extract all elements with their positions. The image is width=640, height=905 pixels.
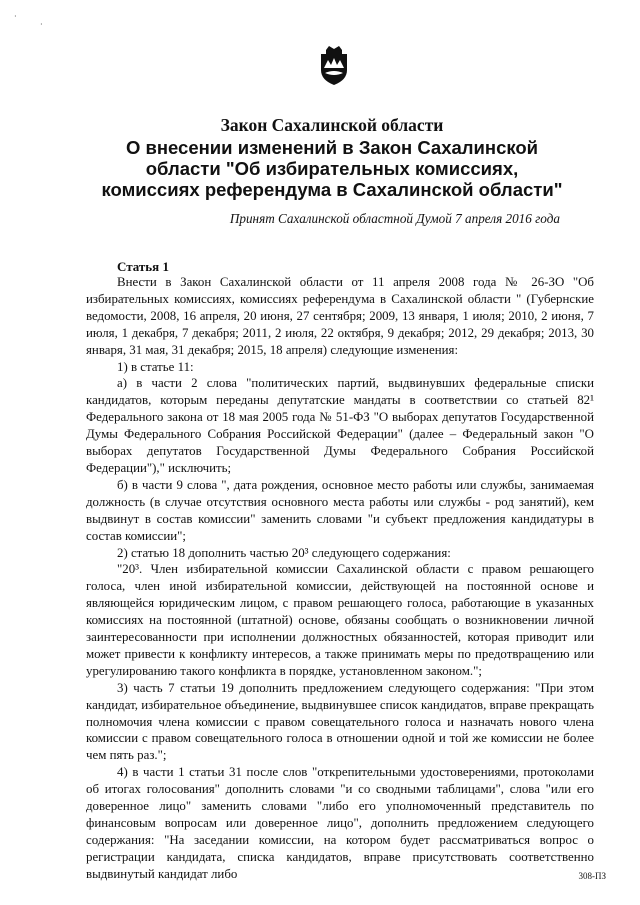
coat-of-arms-emblem [318,44,350,86]
document-code: 308-ПЗ [578,871,606,881]
adoption-note: Принят Сахалинской областной Думой 7 апреля 2016 года [229,211,560,226]
law-title: Закон Сахалинской области [220,115,444,135]
article-body [86,274,594,883]
article-paragraph: Внести в Закон Сахалинской области от 11 апреля 2008 года № 26-ЗО "Об избирательных комиссиях, комиссиях референдума в Сахалинской области " (Губернские ведомости, 2008, 16 апреля, 20 июня, 27 сентября; 2009, 13 января, 1 июля; 2010, 2 июня, 7 июля, 1 декабря, 7 декабря; 2011, 2 июля, 22 октября, 9 декабря; 2012, 29 декабря; 2013, 30 января, 31 мая, 31 декабря; 2015, 18 апреля) следующие изменения: [86,275,594,357]
scan-speck: · [14,12,17,21]
article-paragraph: 3) часть 7 статьи 19 дополнить предложением следующего содержания: "При этом кандидат, избирательное объединение, выдвинувшее список кандидатов, вправе прекращать полномочия члена комиссии с правом совещательного голоса и назначать нового члена комиссии с правом совещательного голоса в отношении одной и той же комиссии не более чем пять раз."; [86,680,594,763]
article-paragraph: а) в части 2 слова "политических партий, выдвинувших федеральные списки кандидатов, которым переданы депутатские мандаты в соответствии со статьей 82¹ Федерального закона от 18 мая 2005 года № 51-ФЗ "О выборах депутатов Государственной Думы Федерального Собрания Российской Федерации" (далее – Федеральный закон "О выборах депутатов Государственной Думы Федерального Собрания Российской Федерации")," исключить; [86,376,594,475]
law-subject [90,137,574,200]
article-heading: Статья 1 [117,259,169,274]
article-paragraph: 1) в статье 11: [117,359,194,374]
article-paragraph: б) в части 9 слова ", дата рождения, основное место работы или службы, занимаемая должность (в случае отсутствия основного места работы или службы - род занятий), кем выдвинут в состав комиссии" заменить словами "и субъект предложения кандидатуры в состав комиссии"; [86,477,594,543]
law-subject-line: области "Об избирательных комиссиях, [145,158,519,179]
law-subject-line: комиссиях референдума в Сахалинской области" [101,179,563,200]
scan-speck: · [40,20,43,29]
article-paragraph: 2) статью 18 дополнить частью 20³ следующего содержания: [117,545,451,560]
law-subject-line: О внесении изменений в Закон Сахалинской [125,137,539,158]
article-paragraph: 4) в части 1 статьи 31 после слов "открепительными удостоверениями, протоколами об итогах голосования" дополнить словами "и со сводными таблицами", слова "или его доверенное лицо" заменить словами "либо его уполномоченный представитель по финансовым вопросам или доверенное лицо", дополнить предложением следующего содержания: "На заседании комиссии, на котором будет рассматриваться вопрос о регистрации кандидата, списка кандидатов, вправе присутствовать соответственно выдвинутый кандидат либо [86,765,594,881]
article-paragraph: "20³. Член избирательной комиссии Сахалинской области с правом решающего голоса, член иной избирательной комиссии, действующей на постоянной основе и являющейся юридическим лицом, с правом решающего голоса, работающие в указанных комиссиях на постоянной (штатной) основе, обязаны сообщать о возникновении личной заинтересованности при исполнении должностных обязанностей, которая приводит или может привести к конфликту интересов, а также принимать меры по предотвращению или урегулированию такого конфликта в порядке, установленном законом."; [86,562,594,678]
